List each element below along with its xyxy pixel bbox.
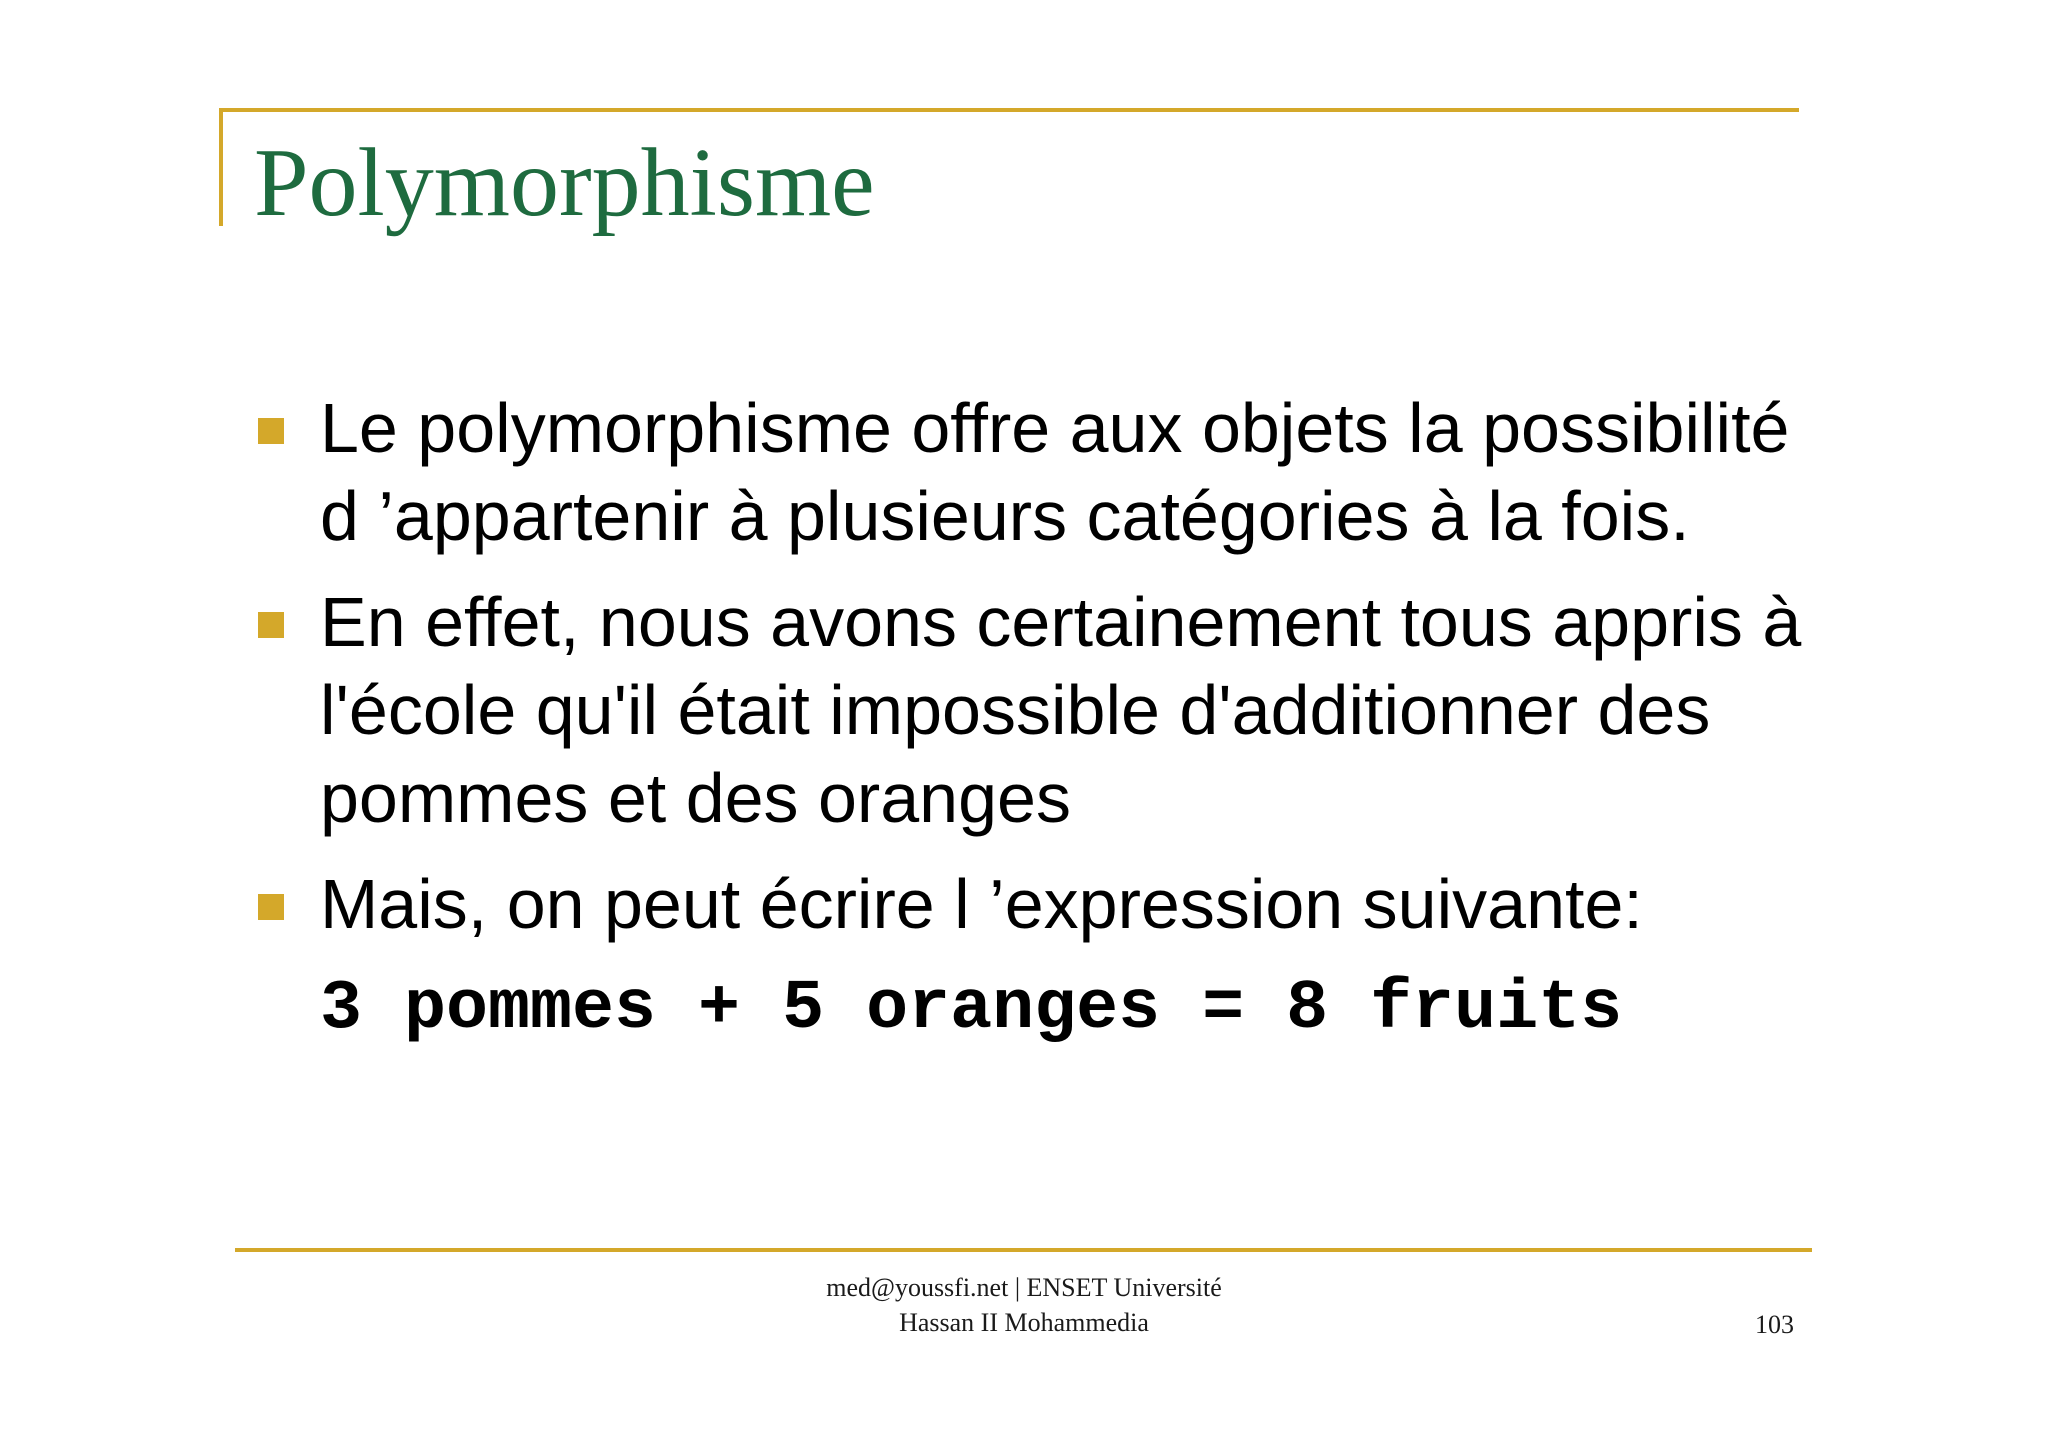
footer-line-1: med@youssfi.net | ENSET Université	[826, 1273, 1222, 1302]
slide-title: Polymorphisme	[254, 129, 875, 237]
slide-content	[254, 384, 1814, 1054]
title-frame-left-rule	[219, 108, 223, 226]
bullet-item	[254, 578, 1814, 842]
bullet-text: Le polymorphisme offre aux objets la possibilité d ’appartenir à plusieurs catégories à la fois.	[320, 389, 1790, 555]
bullet-item	[254, 384, 1814, 560]
page-number: 103	[1755, 1310, 1794, 1339]
square-bullet-icon	[258, 418, 284, 444]
footer-rule	[235, 1248, 1812, 1252]
footer-line-2: Hassan II Mohammedia	[899, 1308, 1149, 1337]
title-frame-top-rule	[219, 108, 1799, 112]
square-bullet-icon	[258, 894, 284, 920]
bullet-text: En effet, nous avons certainement tous appris à l'école qu'il était impossible d'additionner des pommes et des oranges	[320, 583, 1802, 837]
bullet-item	[254, 860, 1814, 948]
footer-text	[0, 1270, 2048, 1340]
code-expression: 3 pommes + 5 oranges = 8 fruits	[320, 970, 1623, 1049]
square-bullet-icon	[258, 612, 284, 638]
bullet-text: Mais, on peut écrire l ’expression suivante:	[320, 865, 1643, 943]
